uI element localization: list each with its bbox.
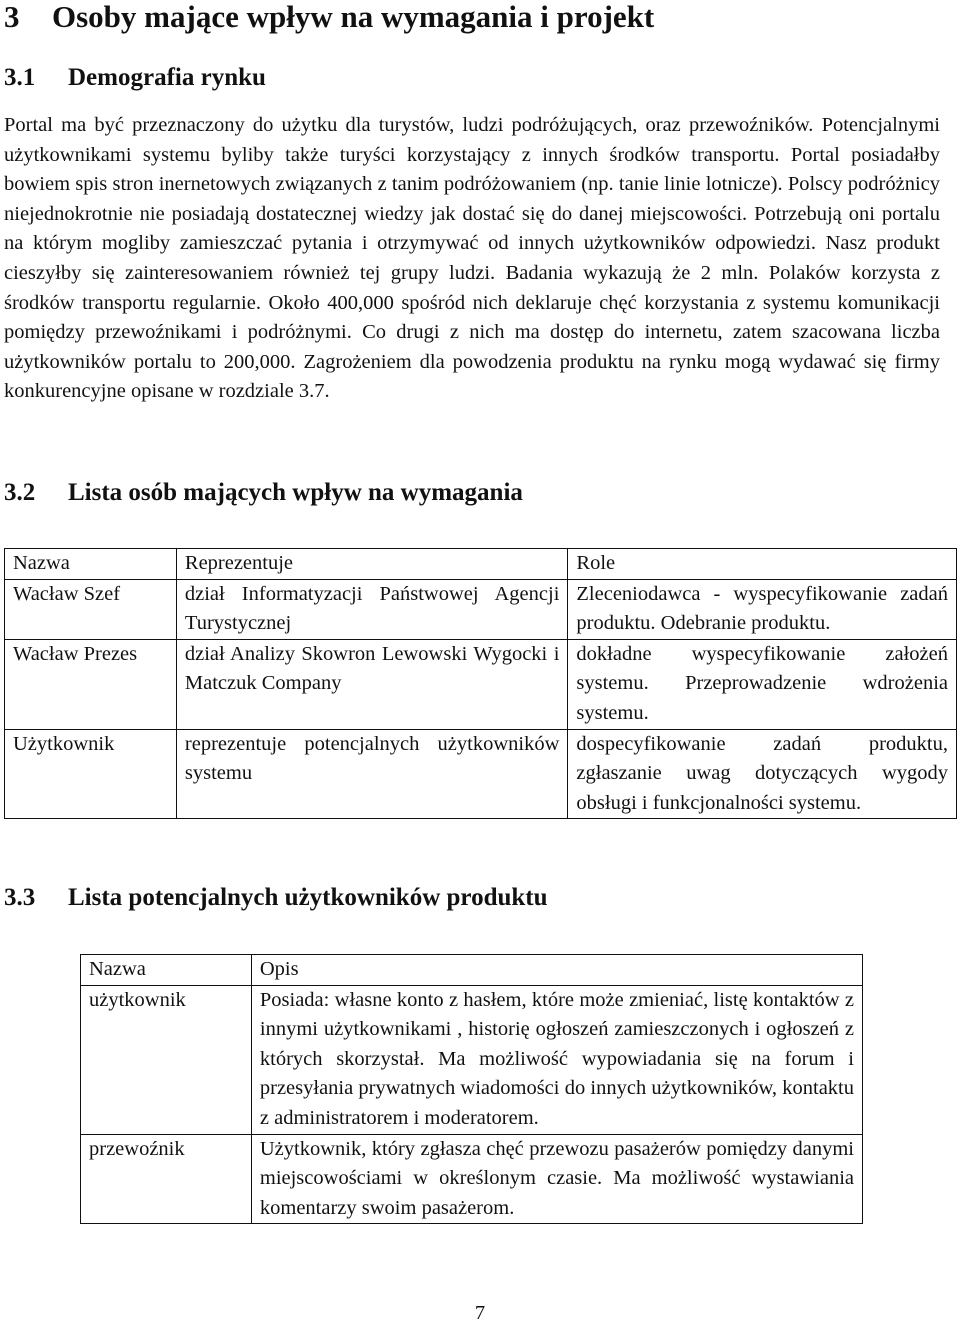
- influencer-role: dokładne wyspecyfikowanie założeń systemu. Przeprowadzenie wdrożenia systemu.: [568, 639, 957, 729]
- user-type-name: użytkownik: [81, 985, 252, 1134]
- section-title: Demografia rynku: [68, 64, 266, 91]
- section-heading-influencers: [4, 478, 523, 508]
- influencer-represents: dział Analizy Skowron Lewowski Wygocki i Matczuk Company: [176, 639, 568, 729]
- table-row: [81, 1134, 863, 1224]
- section-number: 3.1: [4, 64, 36, 91]
- influencer-role: Zleceniodawca - wyspecyfikowanie zadań produktu. Odebranie produktu.: [568, 579, 957, 639]
- user-type-name: przewoźnik: [81, 1134, 252, 1224]
- section-title: Lista potencjalnych użytkowników produktu: [68, 884, 548, 911]
- column-header: Nazwa: [81, 955, 252, 986]
- table-header-row: [5, 549, 957, 580]
- section-heading-users: [4, 883, 548, 913]
- influencer-represents: dział Informatyzacji Państwowej Agencji Turystycznej: [176, 579, 568, 639]
- table-row: [5, 729, 957, 819]
- chapter-number: 3: [4, 0, 20, 34]
- influencer-name: Użytkownik: [5, 729, 177, 819]
- table-row: [81, 985, 863, 1134]
- page-number: 7: [474, 1302, 486, 1324]
- influencers-table: [4, 548, 957, 819]
- user-type-description: Posiada: własne konto z hasłem, które może zmieniać, listę kontaktów z innymi użytkownikami , historię ogłoszeń zamieszczonych i ogłoszeń z których skorzystał. Ma możliwość wypowiadania się na forum i przesyłania prywatnych wiadomości do innych użytkowników, kontaktu z administratorem i moderatorem.: [251, 985, 862, 1134]
- section-title: Lista osób mających wpływ na wymagania: [68, 479, 523, 506]
- table-header-row: [81, 955, 863, 986]
- influencer-name: Wacław Szef: [5, 579, 177, 639]
- influencer-name: Wacław Prezes: [5, 639, 177, 729]
- demografia-paragraph: Portal ma być przeznaczony do użytku dla turystów, ludzi podróżujących, oraz przewoźników. Potencjalnymi użytkownikami systemu byliby także turyści korzystający z innych środków transportu. Portal posiadałby bowiem spis stron inernetowych związanych z tanim podróżowaniem (np. tanie linie lotnicze). Polscy podróżnicy niejednokrotnie nie posiadają dostatecznej wiedzy jak dostać się do danej miejscowości. Potrzebują oni portalu na którym mogliby zamieszczać pytania i otrzymywać od innych użytkowników odpowiedzi. Nasz produkt cieszyłby się zainteresowaniem również tej grupy ludzi. Badania wykazują że 2 mln. Polaków korzysta z środków transportu regularnie. Około 400,000 spośród nich deklaruje chęć korzystania z systemu komunikacji pomiędzy przewoźnikami i podróżnymi. Co drugi z nich ma dostęp do internetu, zatem szacowana liczba użytkowników portalu to 200,000. Zagrożeniem dla powodzenia produktu na rynku mogą wydawać się firmy konkurencyjne opisane w rozdziale 3.7.: [4, 114, 940, 403]
- column-header: Role: [568, 549, 957, 580]
- user-type-description: Użytkownik, który zgłasza chęć przewozu pasażerów pomiędzy danymi miejscowościami w określonym czasie. Ma możliwość wystawiania komentarzy swoim pasażerom.: [251, 1134, 862, 1224]
- chapter-heading: [4, 0, 654, 34]
- table-row: [5, 579, 957, 639]
- influencer-role: dospecyfikowanie zadań produktu, zgłaszanie uwag dotyczących wygody obsługi i funkcjonalności systemu.: [568, 729, 957, 819]
- table-row: [5, 639, 957, 729]
- users-table: [80, 954, 863, 1224]
- column-header: Opis: [251, 955, 862, 986]
- section-heading-demografia: [4, 63, 266, 93]
- section-number: 3.2: [4, 479, 36, 506]
- chapter-title: Osoby mające wpływ na wymagania i projekt: [52, 0, 655, 34]
- column-header: Reprezentuje: [176, 549, 568, 580]
- column-header: Nazwa: [5, 549, 177, 580]
- section-number: 3.3: [4, 884, 36, 911]
- influencer-represents: reprezentuje potencjalnych użytkowników systemu: [176, 729, 568, 819]
